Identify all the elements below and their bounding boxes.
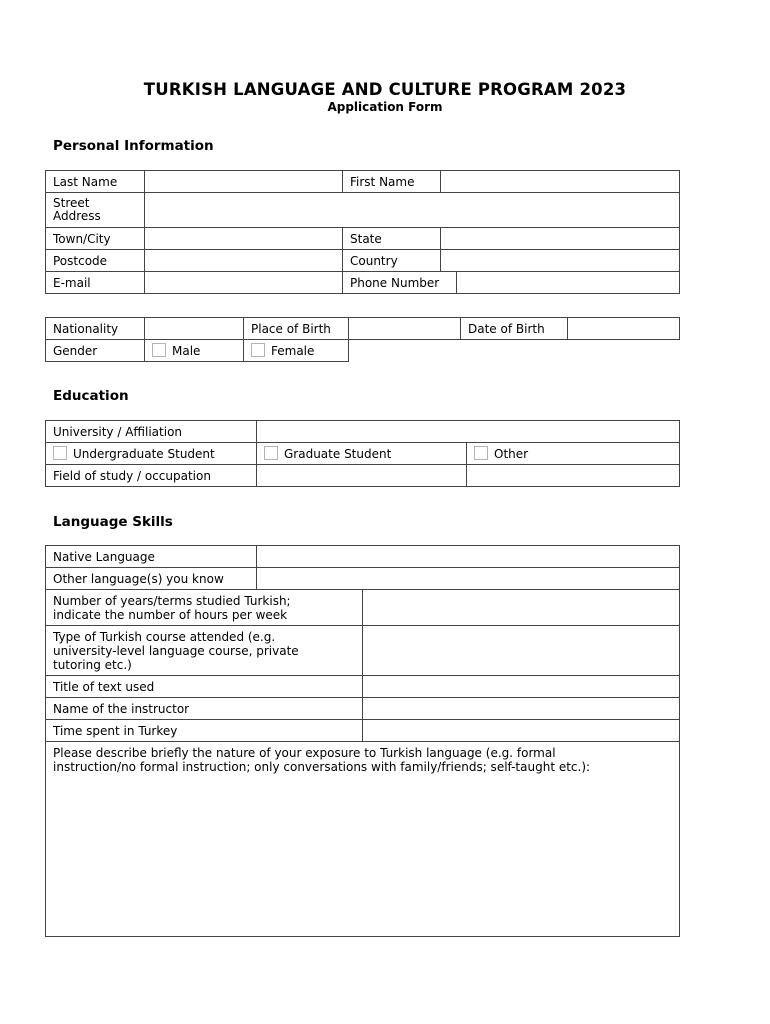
date-of-birth-label: Date of Birth xyxy=(461,318,568,340)
other-languages-field[interactable] xyxy=(257,568,680,590)
other-option[interactable] xyxy=(467,443,680,465)
street-address-field[interactable] xyxy=(145,193,680,228)
education-heading: Education xyxy=(53,388,129,404)
form-subtitle: Application Form xyxy=(327,100,443,114)
undergraduate-option[interactable] xyxy=(46,443,257,465)
postcode-label: Postcode xyxy=(46,250,145,272)
phone-label: Phone Number xyxy=(343,272,457,294)
undergraduate-checkbox[interactable] xyxy=(53,446,67,460)
phone-field[interactable] xyxy=(457,272,680,294)
place-of-birth-label: Place of Birth xyxy=(244,318,349,340)
first-name-field[interactable] xyxy=(441,171,680,193)
nationality-field[interactable] xyxy=(145,318,244,340)
course-type-label-line2: university-level language course, private xyxy=(53,643,299,658)
town-city-label: Town/City xyxy=(46,228,145,250)
other-label: Other xyxy=(494,447,529,461)
university-field[interactable] xyxy=(257,421,680,443)
form-title: TURKISH LANGUAGE AND CULTURE PROGRAM 2023 xyxy=(143,80,627,99)
gender-label: Gender xyxy=(46,340,145,362)
years-studied-label-line1: Number of years/terms studied Turkish; xyxy=(53,593,291,608)
undergraduate-label: Undergraduate Student xyxy=(73,447,215,461)
graduate-checkbox[interactable] xyxy=(264,446,278,460)
birth-info-table xyxy=(45,317,680,362)
course-type-label-line3: tutoring etc.) xyxy=(53,657,132,672)
female-checkbox[interactable] xyxy=(251,343,265,357)
native-language-label: Native Language xyxy=(46,546,257,568)
field-of-study-extra-field[interactable] xyxy=(467,465,680,487)
nationality-label: Nationality xyxy=(46,318,145,340)
language-skills-table xyxy=(45,545,680,937)
exposure-prompt-line1: Please describe briefly the nature of your exposure to Turkish language (e.g. formal xyxy=(53,746,556,760)
first-name-label: First Name xyxy=(343,171,441,193)
state-field[interactable] xyxy=(441,228,680,250)
personal-info-heading: Personal Information xyxy=(53,138,214,154)
other-languages-label: Other language(s) you know xyxy=(46,568,257,590)
last-name-label: Last Name xyxy=(46,171,145,193)
date-of-birth-field[interactable] xyxy=(568,318,680,340)
gender-female-option[interactable] xyxy=(244,340,349,362)
place-of-birth-field[interactable] xyxy=(349,318,461,340)
field-of-study-field[interactable] xyxy=(257,465,467,487)
street-address-label-line1: Street xyxy=(53,196,90,210)
email-field[interactable] xyxy=(145,272,343,294)
country-field[interactable] xyxy=(441,250,680,272)
email-label: E-mail xyxy=(46,272,145,294)
gender-male-option[interactable] xyxy=(145,340,244,362)
text-used-field[interactable] xyxy=(363,676,680,698)
field-of-study-label: Field of study / occupation xyxy=(46,465,257,487)
years-studied-label xyxy=(46,590,363,626)
postcode-field[interactable] xyxy=(145,250,343,272)
instructor-label: Name of the instructor xyxy=(46,698,363,720)
female-label: Female xyxy=(271,344,315,358)
years-studied-field[interactable] xyxy=(363,590,680,626)
other-checkbox[interactable] xyxy=(474,446,488,460)
country-label: Country xyxy=(343,250,441,272)
university-label: University / Affiliation xyxy=(46,421,257,443)
personal-info-table xyxy=(45,170,680,294)
instructor-field[interactable] xyxy=(363,698,680,720)
years-studied-label-line2: indicate the number of hours per week xyxy=(53,607,288,622)
graduate-label: Graduate Student xyxy=(284,447,392,461)
town-city-field[interactable] xyxy=(145,228,343,250)
male-checkbox[interactable] xyxy=(152,343,166,357)
street-address-label-line2: Address xyxy=(53,209,101,223)
education-table xyxy=(45,420,680,487)
language-skills-heading: Language Skills xyxy=(53,514,173,530)
street-address-label xyxy=(46,193,145,228)
native-language-field[interactable] xyxy=(257,546,680,568)
course-type-field[interactable] xyxy=(363,626,680,676)
exposure-description-field[interactable] xyxy=(46,742,680,937)
last-name-field[interactable] xyxy=(145,171,343,193)
state-label: State xyxy=(343,228,441,250)
course-type-label xyxy=(46,626,363,676)
male-label: Male xyxy=(172,344,201,358)
course-type-label-line1: Type of Turkish course attended (e.g. xyxy=(53,629,276,644)
time-in-turkey-label: Time spent in Turkey xyxy=(46,720,363,742)
time-in-turkey-field[interactable] xyxy=(363,720,680,742)
text-used-label: Title of text used xyxy=(46,676,363,698)
graduate-option[interactable] xyxy=(257,443,467,465)
exposure-prompt-line2: instruction/no formal instruction; only conversations with family/friends; self-taught etc.): xyxy=(53,760,591,774)
